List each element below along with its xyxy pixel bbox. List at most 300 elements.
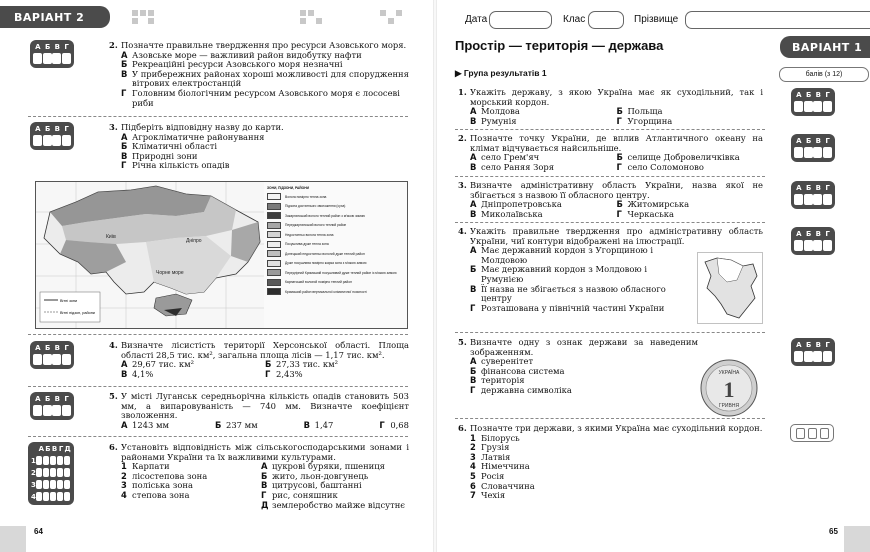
legend-swatch	[267, 212, 281, 219]
question-text: Позначте три держави, з якими Україна має суходільний кордон.	[470, 423, 763, 433]
answer-letter: В	[815, 341, 821, 349]
answer-cell[interactable]	[33, 53, 42, 64]
answer-cell[interactable]	[808, 428, 817, 439]
option-text: Росія	[481, 470, 505, 481]
option-letter: 5	[470, 470, 476, 481]
inset-label: Вітні підзон, райони	[60, 311, 95, 315]
answer-option[interactable]	[121, 421, 169, 431]
legend-item	[267, 240, 407, 250]
answer-letter: Б	[44, 125, 51, 133]
option-text: Карпати	[132, 461, 170, 472]
grid-cell[interactable]	[36, 468, 42, 477]
answer-cell[interactable]	[796, 428, 805, 439]
question-5	[458, 338, 698, 396]
answer-cell[interactable]	[794, 240, 803, 251]
answer-letter: Б	[44, 344, 51, 352]
score-label: балів (з 12)	[805, 71, 843, 78]
grid-letter: Б	[45, 445, 51, 453]
grid-cell[interactable]	[50, 480, 56, 489]
option-letter: В	[121, 150, 128, 161]
answer-cell[interactable]	[813, 351, 822, 362]
question-text: Визначте одну з ознак держави за наведеним зображенням.	[470, 337, 698, 357]
grid-letter: Д	[64, 445, 71, 453]
legend-text: Недостатньо волога тепла зона	[285, 232, 334, 237]
answer-cell[interactable]	[804, 194, 813, 205]
option-letter: Г	[121, 160, 127, 171]
answer-cell[interactable]	[794, 101, 803, 112]
answer-cell[interactable]	[43, 135, 52, 146]
legend-item	[267, 287, 407, 297]
answer-option[interactable]	[121, 70, 409, 89]
option-text: Азовське море — важливий район видобутку нафти	[132, 49, 362, 60]
answer-letter: В	[815, 230, 821, 238]
option-text: Угорщина	[627, 115, 673, 126]
answer-cell[interactable]	[52, 53, 61, 64]
inset-label: Вітні зони	[60, 299, 78, 303]
option-text: Миколаївська	[481, 208, 543, 219]
answer-cell[interactable]	[823, 147, 832, 158]
option-text: суверенітет	[481, 356, 534, 367]
section-title: Простір — територія — держава	[455, 38, 664, 53]
answer-cell[interactable]	[62, 405, 71, 416]
answer-box[interactable]	[791, 181, 835, 209]
option-letter: Б	[470, 264, 477, 275]
legend-swatch	[267, 269, 281, 276]
question-3	[458, 181, 763, 219]
answer-box[interactable]	[791, 338, 835, 366]
answer-cell[interactable]	[62, 354, 71, 365]
option-letter: В	[470, 375, 477, 386]
corner-decoration	[0, 526, 26, 552]
option-text: 0,68	[390, 419, 409, 430]
option-letter: В	[121, 368, 128, 379]
option-letter: Б	[261, 470, 268, 481]
triangle-icon: ▶	[455, 68, 464, 78]
answer-cell[interactable]	[62, 53, 71, 64]
answer-letter: Б	[805, 230, 812, 238]
answer-option[interactable]	[121, 161, 409, 171]
option-text: Головним біологічним ресурсом Азовського моря є лососеві риби	[132, 87, 400, 108]
answer-letter: Б	[805, 184, 812, 192]
legend-item	[267, 211, 407, 221]
answer-cell[interactable]	[52, 135, 61, 146]
map-legend	[267, 186, 407, 297]
option-text: фінансова система	[481, 365, 565, 376]
legend-item	[267, 249, 407, 259]
legend-text: Підзона достатнього зволоження (суха)	[285, 204, 346, 209]
answer-letter: В	[54, 125, 60, 133]
option-letter: Б	[121, 59, 128, 70]
option-letter: Д	[261, 499, 269, 510]
question-6	[109, 443, 409, 510]
option-text: Агрокліматичне районування	[132, 131, 265, 142]
answer-option[interactable]	[470, 491, 763, 501]
option-text: Польща	[627, 106, 663, 117]
answer-option[interactable]	[121, 89, 409, 108]
legend-swatch	[267, 231, 281, 238]
class-field[interactable]	[588, 11, 624, 29]
answer-cell[interactable]	[43, 354, 52, 365]
question-text: Установіть відповідність між сільськогосподарськими зонами і районами України та їх важливими культурами.	[121, 442, 409, 462]
surname-field[interactable]	[685, 11, 870, 29]
answer-cell[interactable]	[62, 135, 71, 146]
grid-cell[interactable]	[43, 480, 49, 489]
answer-letter: В	[54, 344, 60, 352]
option-letter: В	[303, 419, 311, 430]
option-letter: А	[121, 419, 128, 430]
answer-letter: Б	[44, 395, 51, 403]
question-number: 3.	[109, 122, 118, 132]
question-text: Підберіть відповідну назву до карти.	[121, 122, 284, 132]
grid-cell[interactable]	[43, 492, 49, 501]
grid-cell[interactable]	[64, 492, 70, 501]
option-letter: Г	[616, 115, 622, 126]
answer-box[interactable]	[30, 122, 74, 150]
answer-letter: А	[35, 344, 41, 352]
grid-cell[interactable]	[57, 456, 63, 465]
answer-box[interactable]	[791, 227, 835, 255]
option-text: Білорусь	[481, 432, 520, 443]
answer-cell[interactable]	[804, 240, 813, 251]
option-text: 2,43%	[276, 368, 303, 379]
question-number: 1.	[458, 87, 467, 97]
grid-letter: В	[51, 445, 58, 453]
answer-box[interactable]	[791, 88, 835, 116]
question-text: Укажіть правильне твердження про адміністративну область України, чиї контури відображені на ілюстрації.	[470, 226, 763, 246]
question-number: 3.	[458, 180, 467, 190]
question-text: Позначте точку України, де вплив Атлантичного океану на клімат відчувається найсильніше.	[470, 133, 763, 153]
option-letter: А	[470, 106, 477, 117]
answer-cell[interactable]	[33, 405, 42, 416]
answer-cell[interactable]	[813, 194, 822, 205]
grid-row-number: 1	[31, 456, 36, 465]
option-letter: Г	[616, 208, 622, 219]
question-6	[458, 424, 763, 501]
svg-text:Чорне море: Чорне море	[156, 270, 184, 276]
answer-letter: В	[54, 43, 60, 51]
grid-cell[interactable]	[36, 456, 42, 465]
option-letter: Г	[265, 368, 271, 379]
option-letter: А	[470, 152, 477, 163]
answer-box[interactable]	[30, 40, 74, 68]
legend-swatch	[267, 203, 281, 210]
answer-option[interactable]	[304, 421, 334, 431]
grid-cell[interactable]	[57, 492, 63, 501]
answer-box[interactable]	[791, 134, 835, 162]
answer-letter: А	[796, 137, 802, 145]
option-letter: Г	[379, 419, 385, 430]
option-letter: 1	[121, 461, 127, 472]
page-number: 65	[829, 527, 838, 536]
answer-cell[interactable]	[823, 194, 832, 205]
surname-label: Прізвище	[634, 14, 679, 25]
grid-cell[interactable]	[36, 492, 42, 501]
option-letter: Г	[470, 302, 476, 313]
answer-letter: А	[796, 91, 802, 99]
option-text: 27,33 тис. км²	[276, 359, 338, 370]
legend-text: Закарпатський волого теплий район з м'якою зимою	[285, 213, 366, 218]
answer-cell[interactable]	[804, 101, 813, 112]
grid-row-number: 3	[31, 480, 36, 489]
grid-letter: А	[38, 445, 44, 453]
answer-option[interactable]	[470, 117, 617, 127]
coin-top-text: УКРАЇНА	[718, 370, 740, 376]
answer-cell[interactable]	[804, 351, 813, 362]
answer-option[interactable]	[121, 491, 261, 501]
answer-cell[interactable]	[794, 147, 803, 158]
answer-cell[interactable]	[43, 405, 52, 416]
answer-letter: А	[35, 125, 41, 133]
question-number: 4.	[458, 226, 467, 236]
legend-swatch	[267, 241, 281, 248]
answer-box[interactable]	[30, 392, 74, 420]
class-label: Клас	[563, 14, 586, 25]
question-text: Визначте адміністративну область України, назва якої не збігається з назвою її обласного центру.	[470, 180, 763, 200]
legend-item	[267, 221, 407, 231]
legend-swatch	[267, 193, 281, 200]
answer-letter: А	[35, 395, 41, 403]
option-letter: А	[121, 359, 128, 370]
answer-box-blank[interactable]	[790, 424, 834, 442]
answer-cell[interactable]	[813, 240, 822, 251]
answer-cell[interactable]	[794, 194, 803, 205]
option-text: 29,67 тис. км²	[132, 359, 194, 370]
answer-cell[interactable]	[794, 351, 803, 362]
answer-cell[interactable]	[52, 354, 61, 365]
answer-cell[interactable]	[804, 147, 813, 158]
grid-cell[interactable]	[64, 468, 70, 477]
answer-option[interactable]	[617, 117, 764, 127]
question-5	[109, 392, 409, 430]
oblast-outline	[697, 252, 763, 324]
answer-letter: В	[815, 137, 821, 145]
option-text: село Раняя Зоря	[481, 161, 555, 172]
option-letter: 7	[470, 490, 476, 501]
answer-option[interactable]	[265, 370, 409, 380]
question-number: 5.	[458, 337, 467, 347]
answer-option[interactable]	[470, 434, 763, 444]
option-text: Латвія	[481, 451, 511, 462]
answer-cell[interactable]	[52, 405, 61, 416]
svg-text:Київ: Київ	[106, 234, 116, 240]
question-text: Укажіть державу, з якою Україна має як суходільний, так і морський кордон.	[470, 87, 763, 107]
answer-option[interactable]	[470, 163, 617, 173]
answer-option[interactable]	[379, 421, 409, 431]
question-2	[458, 134, 763, 172]
answer-option[interactable]	[470, 443, 763, 453]
option-letter: Б	[265, 359, 272, 370]
answer-option[interactable]	[470, 482, 763, 492]
answer-option[interactable]	[470, 462, 763, 472]
option-letter: 3	[470, 451, 476, 462]
option-text: цукрові буряки, пшениця	[272, 461, 385, 472]
answer-letter: А	[796, 184, 802, 192]
answer-cell[interactable]	[823, 240, 832, 251]
question-text: У місті Луганськ середньорічна кількість опадів становить 503 мм, а випаровуваність — 740 мм. Визначте коефіцієнт зволоження.	[121, 391, 409, 421]
legend-text: Волога помірно тепла зона	[285, 194, 327, 199]
option-letter: А	[121, 131, 128, 142]
answer-option[interactable]	[121, 370, 265, 380]
answer-letter: Г	[825, 91, 830, 99]
option-letter: Г	[470, 384, 476, 395]
grid-cell[interactable]	[43, 456, 49, 465]
grid-cell[interactable]	[50, 456, 56, 465]
answer-box[interactable]	[30, 341, 74, 369]
option-letter: А	[470, 245, 477, 256]
answer-letter: Б	[805, 91, 812, 99]
option-letter: Б	[616, 152, 623, 163]
grid-cell[interactable]	[36, 480, 42, 489]
coin-value: 1	[723, 377, 735, 402]
question-text: Визначте лісистість території Херсонської області. Площа області 28,5 тис. км², загальна площа лісів — 1,17 тис. км².	[121, 340, 409, 360]
option-letter: А	[470, 356, 477, 367]
answer-option[interactable]	[470, 210, 617, 220]
grid-cell[interactable]	[64, 480, 70, 489]
option-text: Німеччина	[481, 461, 530, 472]
option-text: Молдова	[481, 106, 520, 117]
grid-row-number: 2	[31, 468, 36, 477]
legend-item	[267, 192, 407, 202]
climate-map	[35, 181, 408, 329]
option-text: Її назва не збігається з назвою обласного центру	[481, 283, 666, 304]
group-title	[455, 68, 547, 79]
option-text: Румунія	[481, 115, 517, 126]
grid-cell[interactable]	[50, 492, 56, 501]
option-text: землеробство майже відсутнє	[272, 499, 405, 510]
option-text: У прибережних районах хороші можливості для спорудження вітрових електростанцій	[132, 68, 409, 89]
option-letter: В	[261, 480, 268, 491]
answer-cell[interactable]	[33, 354, 42, 365]
option-letter: А	[121, 49, 128, 60]
option-text: цитрусові, баштанні	[272, 480, 362, 491]
legend-text: Передкарпатський волого теплий район	[285, 223, 347, 228]
answer-cell[interactable]	[813, 147, 822, 158]
option-text: степова зона	[132, 489, 190, 500]
option-text: Грузія	[481, 442, 510, 453]
legend-text: Донецький недостатньо вологий дуже теплий район	[285, 251, 365, 256]
option-letter: 1	[470, 432, 476, 443]
option-letter: Г	[261, 489, 267, 500]
option-text: село Соломоново	[627, 161, 704, 172]
option-text: жито, льон-довгунець	[272, 470, 369, 481]
legend-item	[267, 278, 407, 288]
option-letter: В	[121, 68, 128, 79]
question-number: 5.	[109, 391, 118, 401]
option-letter: Б	[470, 365, 477, 376]
option-letter: Б	[616, 199, 623, 210]
answer-option[interactable]	[470, 285, 685, 304]
question-text: Позначте правильне твердження про ресурси Азовського моря.	[121, 40, 407, 50]
legend-item	[267, 202, 407, 212]
answer-option[interactable]	[470, 246, 685, 265]
option-text: Має державний кордон з Угорщиною і Молдовою	[481, 245, 653, 265]
answer-cell[interactable]	[43, 53, 52, 64]
answer-letter: Г	[64, 125, 69, 133]
answer-cell[interactable]	[813, 101, 822, 112]
option-text: лісостепова зона	[132, 470, 208, 481]
option-text: Чехія	[481, 490, 506, 501]
legend-text: Карпатський вологий помірно теплий район	[285, 280, 352, 285]
variant-tab: ВАРІАНТ 2	[0, 6, 110, 28]
option-text: Рекреаційні ресурси Азовського моря незначні	[132, 59, 343, 70]
answer-option[interactable]	[470, 386, 698, 396]
option-letter: Г	[616, 161, 622, 172]
option-letter: 6	[470, 480, 476, 491]
option-letter: А	[261, 461, 268, 472]
coin-bottom-text: ГРИВНЯ	[718, 403, 740, 409]
question-number: 4.	[109, 340, 118, 350]
grid-cell[interactable]	[57, 468, 63, 477]
answer-cell[interactable]	[823, 351, 832, 362]
option-text: 1,47	[314, 419, 334, 430]
coin-image	[700, 359, 758, 417]
answer-option[interactable]	[617, 210, 764, 220]
answer-letter: В	[815, 184, 821, 192]
answer-letter: Б	[44, 43, 51, 51]
score-box[interactable]	[779, 67, 869, 82]
answer-option[interactable]	[617, 163, 764, 173]
grid-cell[interactable]	[50, 468, 56, 477]
answer-letter: Г	[825, 137, 830, 145]
option-letter: Г	[121, 87, 127, 98]
grid-row-number: 4	[31, 492, 36, 501]
legend-item	[267, 259, 407, 269]
grid-cell[interactable]	[43, 468, 49, 477]
option-letter: 2	[470, 442, 476, 453]
group-title-text: Група результатів 1	[463, 68, 547, 78]
answer-letter: Г	[64, 43, 69, 51]
answer-cell[interactable]	[823, 101, 832, 112]
answer-cell[interactable]	[820, 428, 829, 439]
answer-option[interactable]	[470, 265, 685, 284]
option-letter: 3	[121, 480, 127, 491]
date-field[interactable]	[489, 11, 552, 29]
legend-swatch	[267, 250, 281, 257]
answer-grid[interactable]	[28, 442, 74, 505]
answer-letter: А	[796, 230, 802, 238]
answer-letter: В	[54, 395, 60, 403]
legend-text: Посушлива дуже тепла зона	[285, 242, 329, 247]
option-text: 4,1%	[132, 368, 154, 379]
option-text: рис, соняшник	[272, 489, 338, 500]
answer-letter: А	[35, 43, 41, 51]
question-number: 2.	[458, 133, 467, 143]
question-4	[109, 341, 409, 379]
answer-option[interactable]	[261, 501, 405, 511]
answer-option[interactable]	[215, 421, 258, 431]
grid-cell[interactable]	[64, 456, 70, 465]
legend-swatch	[267, 288, 281, 295]
option-text: Розташована у північній частині України	[481, 302, 665, 313]
answer-letter: Г	[825, 184, 830, 192]
grid-letter: Г	[58, 445, 64, 453]
question-number: 6.	[458, 423, 467, 433]
answer-letter: Г	[825, 341, 830, 349]
grid-cell[interactable]	[57, 480, 63, 489]
answer-cell[interactable]	[33, 135, 42, 146]
answer-letter: А	[796, 341, 802, 349]
page-number: 64	[34, 527, 43, 536]
option-text: Словаччина	[481, 480, 535, 491]
answer-option[interactable]	[470, 304, 685, 314]
legend-text: Дуже посушлива помірно жарка зона з м'якою зимою	[285, 261, 367, 266]
answer-letter: Б	[805, 137, 812, 145]
option-letter: В	[470, 283, 477, 294]
ukraine-zones-map	[36, 182, 264, 328]
option-text: Має державний кордон з Молдовою і Румунією	[481, 264, 648, 284]
answer-letter: Г	[825, 230, 830, 238]
option-text: державна символіка	[481, 384, 572, 395]
